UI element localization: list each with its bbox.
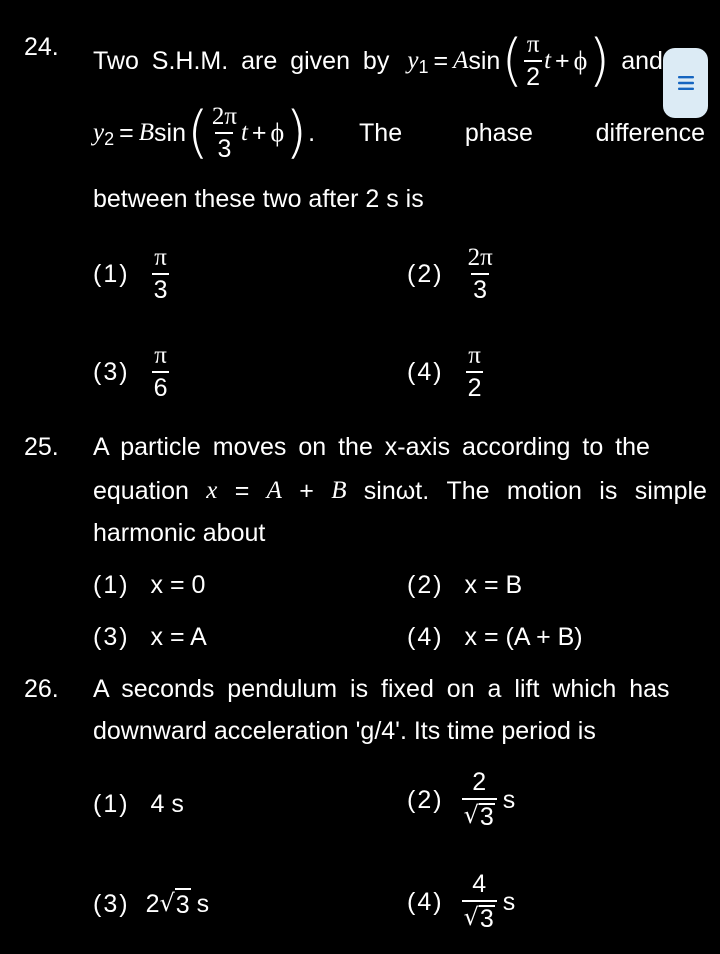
- q24-option-2-den: 3: [471, 273, 489, 303]
- q25-option-4-label: (4): [407, 623, 444, 651]
- q25-option-4-text: x = (A + B): [464, 623, 583, 651]
- q24-option-4-fraction: [466, 343, 484, 401]
- q25-option-3-text: x = A: [150, 623, 207, 651]
- q25-option-2[interactable]: [407, 570, 522, 600]
- menu-button[interactable]: [663, 48, 708, 118]
- q25-word-x: x: [206, 477, 218, 504]
- q25-word-b: B: [331, 477, 347, 504]
- q24-y2-t: t: [240, 119, 248, 146]
- q24-and: and: [621, 47, 663, 75]
- q24-y1-num: π: [526, 31, 540, 58]
- q24-y2-fraction: [210, 104, 239, 162]
- q24-option-4-den: 2: [466, 371, 484, 401]
- q25-line1: A particle moves on the x-axis according to the: [93, 433, 650, 461]
- q25-option-3[interactable]: [93, 622, 207, 652]
- q24-option-2-num: 2π: [467, 244, 493, 271]
- q24-y2-sin: sin: [154, 119, 186, 147]
- q25-word-plus: +: [299, 477, 314, 505]
- q24-option-1-den: 3: [152, 273, 170, 303]
- q24-option-2-label: (2): [407, 260, 444, 288]
- q24-y2-equals: =: [119, 119, 134, 147]
- q24-y2-sub: 2: [104, 129, 115, 149]
- q26-number: 26.: [24, 675, 59, 703]
- q24-option-2[interactable]: [407, 245, 495, 303]
- q24-word-the: The: [359, 119, 403, 147]
- q25-word-the: The: [446, 477, 490, 505]
- q26-option-1-label: (1): [93, 790, 130, 818]
- q26-option-3[interactable]: (3) 2 √ 3 s: [93, 889, 210, 919]
- q24-y2-period: .: [308, 119, 316, 147]
- q24-option-3-den: 6: [152, 371, 170, 401]
- q24-y2-amp: B: [138, 119, 155, 146]
- q24-option-3-label: (3): [93, 358, 130, 386]
- q24-y1-phi: ϕ: [573, 46, 588, 75]
- q25-word-simple: simple: [634, 477, 707, 505]
- q26-option-1-text: 4 s: [150, 790, 184, 818]
- q24-option-1[interactable]: [93, 245, 169, 303]
- q25-word-equals: =: [234, 477, 250, 505]
- q24-option-4-label: (4): [407, 358, 444, 386]
- q26-option-4-label: (4): [407, 888, 444, 916]
- q26-option-3-radicand: 3: [175, 888, 191, 920]
- q24-option-4[interactable]: [407, 343, 483, 401]
- q26-line2: downward acceleration 'g/4'. Its time period is: [93, 717, 596, 745]
- q24-line2: y $_2$ = B sin ( $\frac{2\pi}{3}$ t + ϕ ) . The phase difference: [93, 100, 705, 165]
- q24-option-1-fraction: [152, 245, 170, 303]
- q26-option-2-num: 2: [472, 768, 487, 796]
- q24-y1-den: 2: [524, 60, 542, 90]
- q24-y2-den: 3: [215, 132, 233, 162]
- q26-option-4-fraction: [462, 872, 497, 932]
- q24-option-1-num: π: [154, 244, 167, 271]
- q24-option-2-fraction: [466, 245, 495, 303]
- q26-option-2-fraction: [462, 770, 497, 830]
- q24-option-3-fraction: [152, 343, 170, 401]
- q24-option-1-label: (1): [93, 260, 130, 288]
- q26-option-4-num: 4: [472, 870, 487, 898]
- q25-option-2-text: x = B: [464, 571, 523, 599]
- q26-option-4[interactable]: [407, 872, 515, 932]
- q25-number: 25.: [24, 433, 59, 461]
- q26-option-3-coef: 2: [145, 890, 160, 918]
- q25-word-a: A: [266, 477, 282, 504]
- q26-option-2-den: √ 3: [462, 798, 497, 830]
- q25-line3: harmonic about: [93, 519, 266, 547]
- q24-y2-phi: ϕ: [270, 118, 285, 147]
- q24-option-4-num: π: [468, 342, 481, 369]
- q24-y1-fraction: [524, 32, 542, 90]
- q25-option-1-label: (1): [93, 571, 130, 599]
- q25-option-4[interactable]: [407, 622, 583, 652]
- q24-y1-var: y: [407, 47, 419, 74]
- q25-word-is: is: [599, 477, 618, 505]
- q24-intro: Two S.H.M. are given by: [93, 47, 390, 75]
- q25-option-3-label: (3): [93, 623, 130, 651]
- q24-option-3-num: π: [154, 342, 167, 369]
- q26-option-2-radicand: 3: [479, 803, 494, 831]
- q24-y1-amp: A: [453, 47, 469, 74]
- q24-y1-t: t: [544, 47, 552, 74]
- q25-option-1[interactable]: [93, 570, 205, 600]
- q24-y2-num: 2π: [211, 103, 237, 130]
- q25-line2: [93, 476, 707, 506]
- q26-line1: A seconds pendulum is fixed on a lift which has: [93, 675, 670, 703]
- q24-number: 24.: [24, 33, 59, 61]
- q25-option-1-text: x = 0: [150, 571, 206, 599]
- q25-word-sinwt: sinωt.: [363, 477, 430, 505]
- q26-option-3-label: (3): [93, 890, 130, 918]
- q26-option-1[interactable]: [93, 789, 184, 819]
- q26-option-4-den: √ 3: [462, 900, 497, 932]
- q25-word-motion: motion: [506, 477, 582, 505]
- q26-option-3-unit: s: [196, 890, 210, 918]
- q24-y1-sin: sin: [468, 47, 501, 75]
- q24-option-3[interactable]: [93, 343, 169, 401]
- q26-option-2-unit: s: [502, 786, 516, 814]
- q24-y1-sub: 1: [418, 57, 429, 77]
- q24-y2-plus: +: [251, 119, 267, 147]
- q26-option-4-unit: s: [502, 888, 516, 916]
- q24-word-difference: difference: [595, 119, 705, 147]
- q26-option-2[interactable]: [407, 770, 515, 830]
- q24-y1-equals: =: [433, 47, 449, 75]
- q25-word-equation: equation: [93, 477, 189, 505]
- q24-word-phase: phase: [464, 119, 533, 147]
- q24-line3: between these two after 2 s is: [93, 185, 424, 213]
- q26-option-2-label: (2): [407, 786, 444, 814]
- q24-line1: Two S.H.M. are given by y $_1$ = A sin ( $\frac{\pi}{2}$ t + ϕ ) and: [93, 28, 663, 93]
- q26-option-4-radicand: 3: [479, 905, 494, 933]
- menu-icon: [676, 73, 696, 93]
- q25-option-2-label: (2): [407, 571, 444, 599]
- q24-y2-var: y: [93, 119, 105, 146]
- q24-y1-plus: +: [555, 47, 570, 75]
